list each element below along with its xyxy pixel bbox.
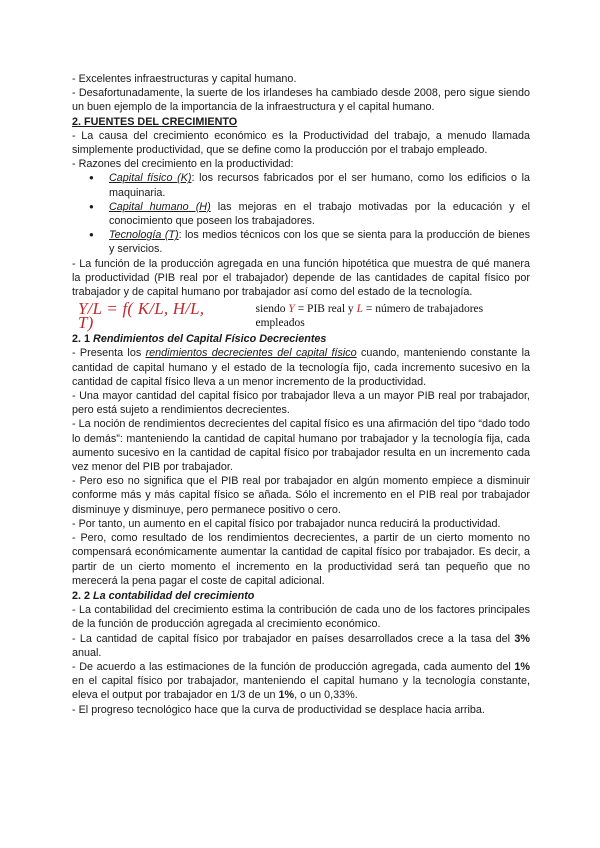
production-function-formula: Y/L = f( K/L, H/L, T) <box>78 299 205 333</box>
intro-line-2: - Desafortunadamente, la suerte de los irlandeses ha cambiado desde 2008, pero sigue siendo un buen ejemplo de la importancia de la infraestructura y el capital humano. <box>72 87 530 114</box>
subheading-number: 2. 1 <box>72 333 94 346</box>
paragraph-razones: - Razones del crecimiento en la productividad: <box>72 158 294 171</box>
text-prefix: - De acuerdo a las estimaciones de la función de producción agregada, cada aumento del <box>72 660 515 673</box>
paragraph-contabilidad-1: - La contabilidad del crecimiento estima la contribución de cada uno de los factores principales de la función de producción agregada al crecimiento económico. <box>72 604 530 631</box>
text-suffix: , o un 0,33%. <box>294 689 358 702</box>
formula-var-l: L <box>356 303 363 316</box>
list-item-text: las mejoras en el trabajo motivadas por la educación y el conocimiento que poseen los trabajadores. <box>109 200 530 228</box>
text-suffix: cuando, manteniendo constante la cantidad de capital humano y el estado de la tecnología fijo, cada incremento sucesivo en la cantidad de capital físico lleva a un menor incremento de la productividad. <box>72 347 530 388</box>
list-item <box>72 228 530 256</box>
percent-value: 1% <box>278 689 295 702</box>
paragraph-rendimientos-2: - Una mayor cantidad del capital físico por trabajador lleva a un mayor PIB real por trabajador, pero está sujeto a rendimientos decrecientes. <box>72 390 530 417</box>
term-rendimientos-decrecientes: rendimientos decrecientes del capital físico <box>145 347 357 360</box>
text-suffix: anual. <box>72 646 102 659</box>
formula-note <box>256 302 531 330</box>
factors-list <box>72 171 530 256</box>
paragraph-rendimientos-6: - Pero, como resultado de los rendimientos decrecientes, a partir de un cierto momento no compensará económicamente aumentar la cantidad de capital físico por trabajador. Es decir, a partir de un cierto momento el incremento en la productividad será tan pequeño que no merecerá la pena pagar el coste de capital adicional. <box>72 532 530 587</box>
paragraph-productividad: - La causa del crecimiento económico es la Productividad del trabajo, a menudo llamada simplemente productividad, que se define como la producción por el trabajo empleado. <box>72 129 530 157</box>
paragraph-contabilidad-4: - El progreso tecnológico hace que la curva de productividad se desplace hacia arriba. <box>72 703 485 716</box>
percent-value: 1% <box>514 660 530 673</box>
paragraph-contabilidad-3 <box>72 660 530 703</box>
term-tecnologia: Tecnología (T) <box>109 229 179 242</box>
formula-note-prefix: siendo <box>255 303 289 316</box>
subheading-title: Rendimientos del Capital Físico Decrecientes <box>93 333 327 346</box>
document-body <box>72 72 530 717</box>
paragraph-contabilidad-2 <box>72 632 530 660</box>
paragraph-rendimientos-4: - Pero eso no significa que el PIB real por trabajador en algún momento empiece a disminuir conforme más y más capital físico se añada. Sólo el incremento en el PIB real por trabajador disminuye y disminuye, pero permanece positivo o cero. <box>72 475 530 516</box>
paragraph-funcion-produccion: - La función de la producción agregada en una función hipotética que muestra de qué manera la productividad (PIB real por el trabajador) depende de las cantidades de capital físico por trabajador y de capital humano por trabajador así como del estado de la tecnología. <box>72 257 530 299</box>
list-item-text: : los recursos fabricados por el ser humano, como los edificios o la maquinaria. <box>109 172 531 199</box>
paragraph-rendimientos-1 <box>72 346 530 389</box>
subheading-number: 2. 2 <box>72 589 94 602</box>
rate-value: 3% <box>514 632 530 645</box>
formula-note-mid: = PIB real y <box>294 303 357 316</box>
term-capital-fisico: Capital físico (K) <box>109 172 192 185</box>
list-item <box>72 200 530 228</box>
paragraph-rendimientos-3: - La noción de rendimientos decrecientes del capital físico es una afirmación del tipo “dado todo lo demás”: manteniendo la cantidad de capital humano por trabajador y la tecnología fija, cada aumento sucesivo en la cantidad de capital físico por trabajador resulta en un incremento cada vez menor del PIB por trabajador. <box>72 418 530 474</box>
intro-line-1: - Excelentes infraestructuras y capital humano. <box>72 73 297 85</box>
paragraph-rendimientos-5: - Por tanto, un aumento en el capital físico por trabajador nunca reducirá la productividad. <box>72 517 501 530</box>
text-prefix: - La cantidad de capital físico por trabajador en países desarrollados crece a la tasa del <box>72 632 515 645</box>
subheading-rendimientos <box>72 332 530 346</box>
formula-note-suffix: = número de trabajadores empleados <box>255 303 484 330</box>
subheading-title: La contabilidad del crecimiento <box>93 589 255 602</box>
text-prefix: - Presenta los <box>72 347 146 360</box>
section-heading-fuentes: 2. FUENTES DEL CRECIMIENTO <box>72 115 238 128</box>
list-item-text: : los medios técnicos con los que se sienta para la producción de bienes y servicios. <box>109 229 530 256</box>
text-mid: en el capital físico por trabajador, manteniendo el capital humano y la tecnología constante, eleva el output por trabajador en 1/3 de un <box>72 675 530 702</box>
formula-row <box>72 301 530 331</box>
list-item <box>72 171 530 199</box>
term-capital-humano: Capital humano (H) <box>109 200 211 213</box>
formula-var-y: Y <box>288 303 295 316</box>
subheading-contabilidad <box>72 589 530 603</box>
